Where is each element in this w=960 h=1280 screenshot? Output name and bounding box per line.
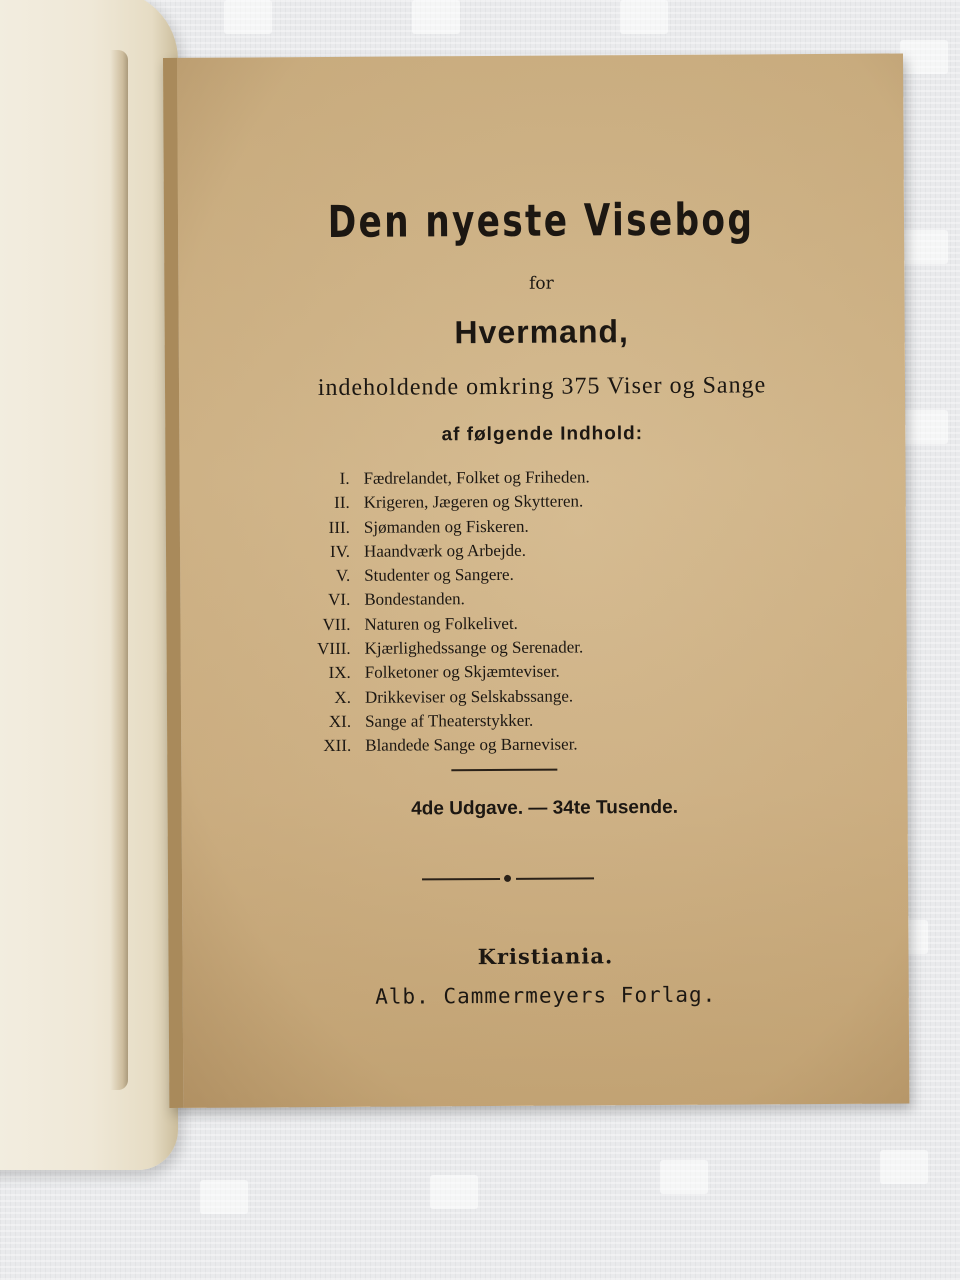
section-number: XI. bbox=[328, 711, 352, 731]
section-title: Fædrelandet, Folket og Friheden. bbox=[363, 467, 590, 488]
ornament-divider bbox=[422, 874, 594, 883]
table-of-contents bbox=[280, 466, 782, 761]
section-number: IX. bbox=[328, 663, 351, 683]
section-title: Folketoner og Skjæmteviser. bbox=[364, 661, 560, 683]
list-item bbox=[280, 466, 780, 493]
list-item bbox=[281, 636, 781, 663]
edition-line: 4de Udgave. — 34te Tusende. bbox=[411, 796, 679, 820]
list-item bbox=[280, 563, 780, 590]
tablecloth-pattern-square bbox=[412, 0, 460, 34]
section-number: III. bbox=[328, 517, 350, 537]
section-title: Drikkeviser og Selskabssange. bbox=[364, 686, 574, 707]
section-number: XII. bbox=[323, 736, 352, 756]
subtitle: indeholdende omkring 375 Viser og Sange bbox=[317, 372, 767, 402]
section-title: Haandværk og Arbejde. bbox=[363, 540, 527, 561]
section-title: Kjærlighedssange og Serenader. bbox=[364, 637, 584, 658]
left-page-gutter-shadow bbox=[110, 50, 128, 1090]
book-title: Den nyeste Visebog bbox=[327, 194, 755, 248]
tablecloth-pattern-square bbox=[900, 410, 948, 444]
tablecloth-pattern-square bbox=[430, 1175, 478, 1209]
tablecloth-pattern-square bbox=[200, 1180, 248, 1214]
section-number: V. bbox=[335, 566, 351, 586]
list-item bbox=[281, 661, 781, 688]
section-number: VI. bbox=[328, 590, 351, 610]
for-line: for bbox=[528, 273, 554, 294]
list-item bbox=[281, 709, 781, 736]
tablecloth-pattern-square bbox=[660, 1160, 708, 1194]
ornament-line-left bbox=[422, 878, 500, 880]
section-number: VII. bbox=[322, 614, 351, 634]
title-page bbox=[163, 53, 909, 1108]
section-number: VIII. bbox=[317, 638, 351, 659]
section-title: Krigeren, Jægeren og Skytteren. bbox=[363, 491, 584, 513]
list-item bbox=[280, 612, 780, 639]
contents-heading: af følgende Indhold: bbox=[441, 423, 644, 446]
section-number: IV. bbox=[329, 541, 351, 561]
blank-left-page bbox=[0, 0, 178, 1170]
list-item bbox=[281, 734, 781, 761]
list-item bbox=[280, 588, 780, 615]
tablecloth-pattern-square bbox=[620, 0, 668, 34]
ornament-line-right bbox=[516, 877, 594, 879]
publisher: Alb. Cammermeyers Forlag. bbox=[375, 982, 717, 1009]
publication-city: Kristiania. bbox=[477, 943, 614, 970]
section-number: I. bbox=[339, 468, 350, 488]
section-number: II. bbox=[334, 493, 350, 513]
tablecloth-pattern-square bbox=[900, 230, 948, 264]
section-title: Studenter og Sangere. bbox=[364, 565, 514, 585]
section-title: Bondestanden. bbox=[364, 589, 465, 610]
list-item bbox=[281, 685, 781, 712]
list-item bbox=[280, 539, 780, 566]
list-item bbox=[280, 515, 780, 542]
tablecloth-pattern-square bbox=[224, 0, 272, 34]
section-number: X. bbox=[334, 687, 351, 707]
tablecloth-pattern-square bbox=[900, 40, 948, 74]
section-title: Blandede Sange og Barneviser. bbox=[365, 734, 578, 756]
audience-line: Hvermand, bbox=[454, 313, 629, 351]
list-item bbox=[280, 491, 780, 518]
tablecloth-pattern-square bbox=[880, 1150, 928, 1184]
divider-rule bbox=[451, 769, 557, 772]
section-title: Naturen og Folkelivet. bbox=[364, 613, 518, 634]
ornament-dot bbox=[504, 875, 511, 882]
section-title: Sjømanden og Fiskeren. bbox=[363, 516, 529, 537]
section-title: Sange af Theaterstykker. bbox=[364, 710, 534, 731]
